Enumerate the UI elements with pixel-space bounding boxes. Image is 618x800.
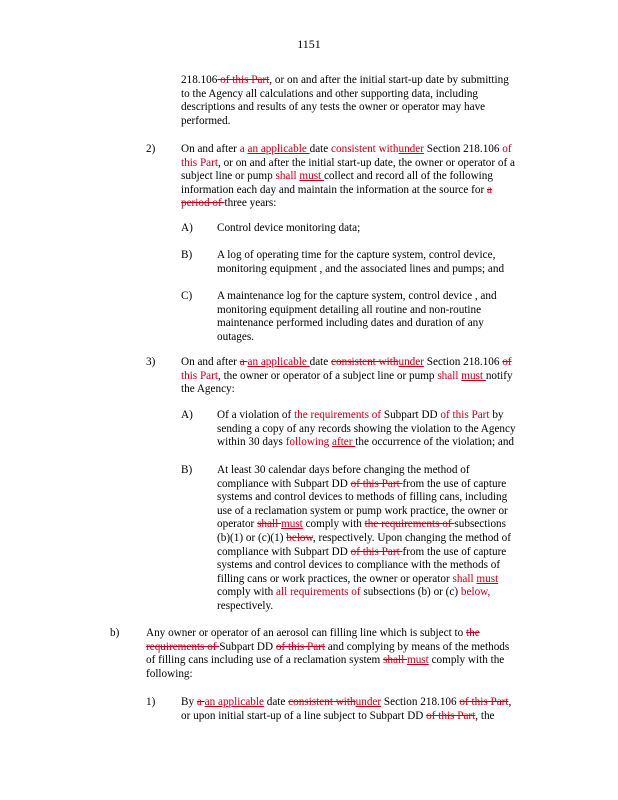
- text-run: subsections: [454, 518, 506, 531]
- text-run: comply with: [217, 586, 277, 599]
- text-line: [217, 586, 567, 600]
- text-line: [217, 559, 567, 573]
- section-b-text: [146, 627, 576, 681]
- text-line: [217, 532, 567, 546]
- text-run: information each day and maintain the information at the source for: [181, 183, 487, 196]
- item-b1-label: 1): [146, 696, 156, 708]
- inserted-text: must: [407, 654, 429, 667]
- text-run: , respectively. Upon changing the method of: [312, 531, 511, 544]
- text-run: Any owner or operator of an aerosol can filling line which is subject to: [146, 627, 466, 639]
- text-line: [146, 668, 576, 682]
- text-line: [181, 74, 561, 88]
- amended-text: consistent with: [331, 143, 399, 155]
- text-line: [181, 197, 571, 211]
- text-run: (b)(1) or (c)(1): [217, 531, 287, 544]
- text-run: and complying by means of the methods: [325, 640, 510, 653]
- text-run: By: [181, 696, 197, 708]
- text-line: [217, 317, 557, 331]
- text-run: Subpart DD: [219, 640, 276, 653]
- inserted-text: must: [461, 369, 486, 382]
- text-run: monitoring equipment , and the associated lines and pumps; and: [217, 262, 505, 275]
- amended-text: this Part: [181, 156, 218, 169]
- inserted-text: must: [299, 170, 324, 183]
- text-run: date: [309, 356, 332, 368]
- amended-text: of: [502, 143, 512, 155]
- text-run: respectively.: [217, 599, 274, 612]
- text-run: comply with: [302, 518, 365, 531]
- amended-text: a: [239, 143, 248, 155]
- item-b1-text: [181, 696, 576, 723]
- item-3-text: [181, 356, 571, 397]
- text-line: [181, 383, 571, 397]
- text-line: [217, 478, 567, 492]
- text-line: [217, 249, 557, 263]
- text-line: [181, 88, 561, 102]
- amended-text: below,: [460, 586, 491, 599]
- item-2-text: [181, 143, 571, 211]
- text-run: A log of operating time for the capture system, control device,: [217, 249, 496, 261]
- text-line: [181, 356, 571, 370]
- text-run: of filling cans including use of a reclamation system: [146, 654, 384, 667]
- text-line: [217, 491, 567, 505]
- text-run: Section 218.106: [423, 356, 503, 368]
- text-run: ,: [508, 696, 512, 708]
- amended-text: all requirements of: [276, 586, 361, 599]
- text-line: [181, 696, 576, 710]
- section-b-label: b): [110, 627, 120, 639]
- amended-text: the requirements of: [294, 409, 382, 421]
- text-run: date: [309, 143, 332, 155]
- text-run: sending a copy of any records showing the violation to the Agency: [217, 422, 516, 435]
- amended-text: following: [285, 436, 330, 449]
- continuation-paragraph: [181, 74, 561, 128]
- amended-text: shall: [452, 572, 474, 585]
- text-run: , or on and after the initial start-up date by submitting: [269, 74, 509, 86]
- deleted-text: shall: [383, 654, 407, 667]
- text-run: from the use of capture: [402, 477, 507, 490]
- item-2c-text: [217, 290, 557, 344]
- item-3b-label: B): [181, 464, 193, 476]
- item-3a-label: A): [181, 409, 193, 421]
- deleted-text: of: [502, 356, 512, 368]
- deleted-text: the requirements of: [364, 518, 455, 531]
- deleted-text: the: [466, 627, 480, 639]
- amended-text: of this Part: [440, 409, 490, 421]
- text-line: [181, 184, 571, 198]
- inserted-text: under: [355, 696, 382, 708]
- text-line: [217, 222, 557, 236]
- text-run: the Agency:: [181, 383, 235, 396]
- text-line: [146, 627, 576, 641]
- text-run: Section 218.106: [381, 696, 460, 708]
- text-line: [181, 115, 561, 129]
- text-line: [217, 505, 567, 519]
- item-3a-text: [217, 409, 567, 450]
- text-run: comply with the: [428, 654, 505, 667]
- text-line: [181, 710, 576, 724]
- text-run: the occurrence of the violation; and: [355, 436, 515, 449]
- item-2b-label: B): [181, 249, 193, 261]
- text-run: At least 30 calendar days before changing the method of: [217, 464, 470, 476]
- text-run: Control device monitoring data;: [217, 222, 361, 234]
- text-run: descriptions and results of any tests the owner or operator may have: [181, 101, 486, 114]
- amended-text: shall: [275, 170, 297, 183]
- deleted-text: of this Part: [275, 640, 325, 653]
- text-run: systems and control devices to methods of filling cans, including: [217, 491, 508, 504]
- deleted-text: of this Part: [459, 696, 509, 708]
- text-line: [217, 304, 557, 318]
- text-line: [146, 654, 576, 668]
- deleted-text: of this Part: [350, 545, 403, 558]
- text-run: use of a reclamation system or pump work practice, the owner or: [217, 504, 508, 517]
- text-run: date: [263, 696, 289, 708]
- text-run: from the use of capture: [402, 545, 507, 558]
- page-number: 1151: [297, 37, 321, 51]
- deleted-text: below: [286, 531, 313, 544]
- item-2a-text: [217, 222, 557, 236]
- text-run: 218.106: [181, 74, 218, 86]
- text-run: monitoring equipment detailing all routine and non-routine: [217, 303, 482, 316]
- inserted-text: under: [398, 356, 424, 368]
- text-line: [181, 157, 571, 171]
- inserted-text: after: [332, 436, 356, 449]
- inserted-text: under: [398, 143, 424, 155]
- text-run: outages.: [217, 330, 254, 343]
- deleted-text: a: [487, 183, 492, 196]
- text-line: [146, 641, 576, 655]
- text-line: [217, 436, 567, 450]
- inserted-text: must: [476, 572, 499, 585]
- text-line: [217, 331, 557, 345]
- text-run: collect and record all of the following: [323, 170, 493, 183]
- text-line: [181, 143, 571, 157]
- deleted-text: of this Part: [217, 74, 270, 86]
- item-2-label: 2): [146, 143, 156, 155]
- deleted-text: a: [196, 696, 205, 708]
- text-line: [217, 600, 567, 614]
- deleted-text: consistent with: [331, 356, 399, 368]
- item-2b-text: [217, 249, 557, 276]
- text-run: filling cans or work practices, the owner or operator: [217, 572, 453, 585]
- text-run: Section 218.106: [423, 143, 503, 155]
- text-run: notify: [485, 369, 513, 382]
- text-run: by: [489, 409, 504, 421]
- deleted-text: period of: [181, 197, 225, 210]
- text-line: [181, 101, 561, 115]
- text-run: , or on and after the initial start-up date, the owner or operator of a: [217, 156, 515, 169]
- text-run: within 30 days: [217, 436, 286, 449]
- deleted-text: requirements of: [146, 640, 220, 653]
- text-run: A maintenance log for the capture system, control device , and: [217, 290, 497, 302]
- text-line: [217, 423, 567, 437]
- text-run: three years:: [224, 197, 277, 210]
- text-run: compliance with Subpart DD: [217, 477, 351, 490]
- text-run: Of a violation of: [217, 409, 295, 421]
- inserted-text: an applicable: [247, 143, 310, 155]
- item-2a-label: A): [181, 222, 193, 234]
- deleted-text: a: [239, 356, 248, 368]
- item-2c-label: C): [181, 290, 193, 302]
- deleted-text: shall: [257, 518, 282, 531]
- text-run: Subpart DD: [381, 409, 441, 421]
- text-run: to the Agency all calculations and other supporting data, including: [181, 87, 479, 100]
- text-run: , the owner or operator of a subject line or pump: [217, 369, 438, 382]
- inserted-text: must: [281, 518, 303, 531]
- text-line: [217, 263, 557, 277]
- text-run: or upon initial start-up of a line subject to Subpart DD: [181, 709, 427, 722]
- deleted-text: consistent with: [288, 696, 356, 708]
- text-line: [217, 573, 567, 587]
- inserted-text: an applicable: [204, 696, 264, 708]
- text-line: [217, 546, 567, 560]
- text-run: systems and control devices to compliance with the methods of: [217, 559, 501, 572]
- text-run: subsections (b) or (c): [360, 586, 461, 599]
- amended-text: shall: [437, 369, 459, 382]
- text-run: On and after: [181, 143, 240, 155]
- text-line: [217, 409, 567, 423]
- text-line: [217, 290, 557, 304]
- deleted-text: of this Part: [426, 709, 476, 722]
- text-run: compliance with Subpart DD: [217, 545, 351, 558]
- text-run: , the: [475, 709, 495, 722]
- text-line: [181, 170, 571, 184]
- text-run: performed.: [181, 114, 231, 127]
- item-3-label: 3): [146, 356, 156, 368]
- text-line: [217, 518, 567, 532]
- text-line: [181, 370, 571, 384]
- deleted-text: of this Part: [350, 477, 403, 490]
- item-3b-text: [217, 464, 567, 614]
- text-run: maintenance performed including dates and duration of any: [217, 317, 484, 330]
- amended-text: this Part: [181, 369, 218, 382]
- text-run: following:: [146, 667, 193, 680]
- text-run: subject line or pump: [181, 170, 276, 183]
- text-line: [217, 464, 567, 478]
- inserted-text: an applicable: [247, 356, 310, 368]
- text-run: On and after: [181, 356, 240, 368]
- text-run: operator: [217, 518, 258, 531]
